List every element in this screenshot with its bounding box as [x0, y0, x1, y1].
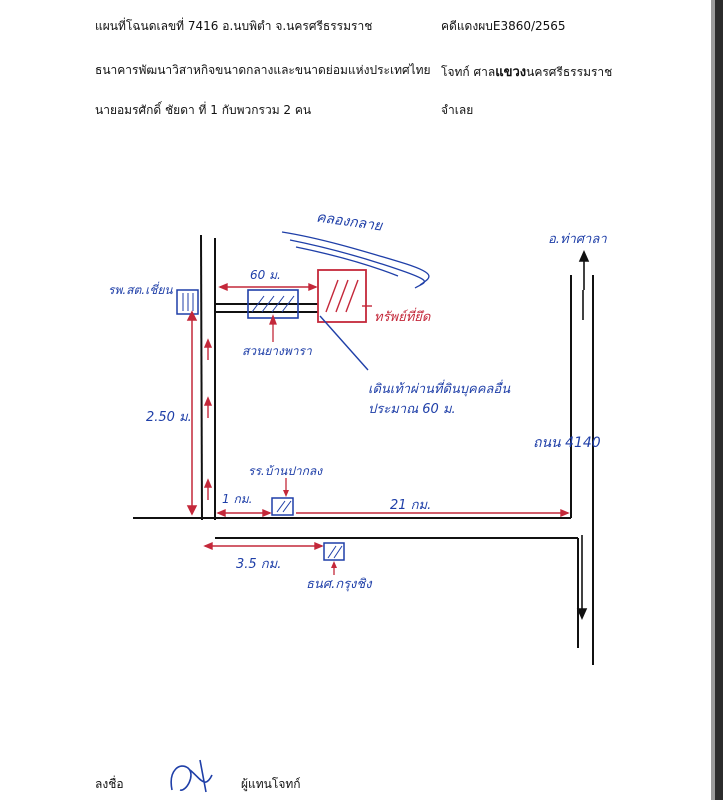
- school-label: รพ.สต.เชี่ยน: [108, 283, 173, 297]
- dist-21km-label: 21 กม.: [390, 498, 432, 513]
- case-number: คดีแดงผบE3860/2565: [441, 19, 566, 33]
- dist-1km-label: 1 กม.: [222, 492, 253, 506]
- road-distance-arrows: [205, 510, 568, 549]
- school2-label: รร.บ้านปากลง: [248, 464, 323, 478]
- deed-title: แผนที่โฉนดเลขที่ 7416 อ.นบพิตำ จ.นครศรีธรรมราช: [95, 19, 373, 33]
- plaintiff-name: ธนาคารพัฒนาวิสาหกิจขนาดกลางและขนาดย่อมแห่งประเทศไทย: [95, 63, 431, 77]
- defendant-name: นายอมรศักดิ์ ชัยดา ที่ 1 กับพวกรวม 2 คน: [95, 103, 312, 117]
- dist-60m-label: 60 ม.: [250, 268, 281, 282]
- school2-box: [272, 478, 293, 515]
- school-box: [177, 290, 198, 314]
- direction-arrows: [205, 340, 211, 500]
- dist-250-label: 2.50 ม.: [146, 410, 192, 425]
- dist-35km-label: 3.5 กม.: [236, 557, 282, 572]
- tha-sala-label: อ.ท่าศาลา: [548, 232, 607, 247]
- road-4140-label: ถนน 4140: [533, 435, 601, 451]
- walk-note-line1: เดินเท้าผ่านที่ดินบุคคลอื่น: [368, 382, 511, 397]
- sign-label: ลงชื่อ: [95, 777, 124, 791]
- seized-label: ทรัพย์ที่ยึด: [374, 310, 431, 325]
- walk-note-line2: ประมาณ 60 ม.: [368, 402, 456, 417]
- court-prefix: โจทก์ ศาล: [441, 65, 496, 79]
- signature-mark: [171, 760, 212, 792]
- rubber-pointer: [270, 316, 276, 342]
- court-handwritten-mark: แขวง: [495, 65, 527, 80]
- bank-box: [324, 543, 344, 575]
- walk-note-pointer: [320, 316, 368, 370]
- canal-label: คลองกลาย: [315, 209, 384, 235]
- signer-role: ผู้แทนโจทก์: [241, 777, 301, 791]
- canal-lines: [282, 232, 429, 288]
- left-road: [201, 235, 215, 520]
- defendant-label: จำเลย: [441, 103, 474, 117]
- seized-property: [318, 270, 372, 322]
- court-suffix: นครศรีธรรมราช: [526, 65, 613, 79]
- rubber-label: สวนยางพารา: [242, 344, 312, 358]
- horizontal-road: [133, 518, 578, 538]
- bank-label: ธนศ.กรุงชิง: [306, 577, 372, 592]
